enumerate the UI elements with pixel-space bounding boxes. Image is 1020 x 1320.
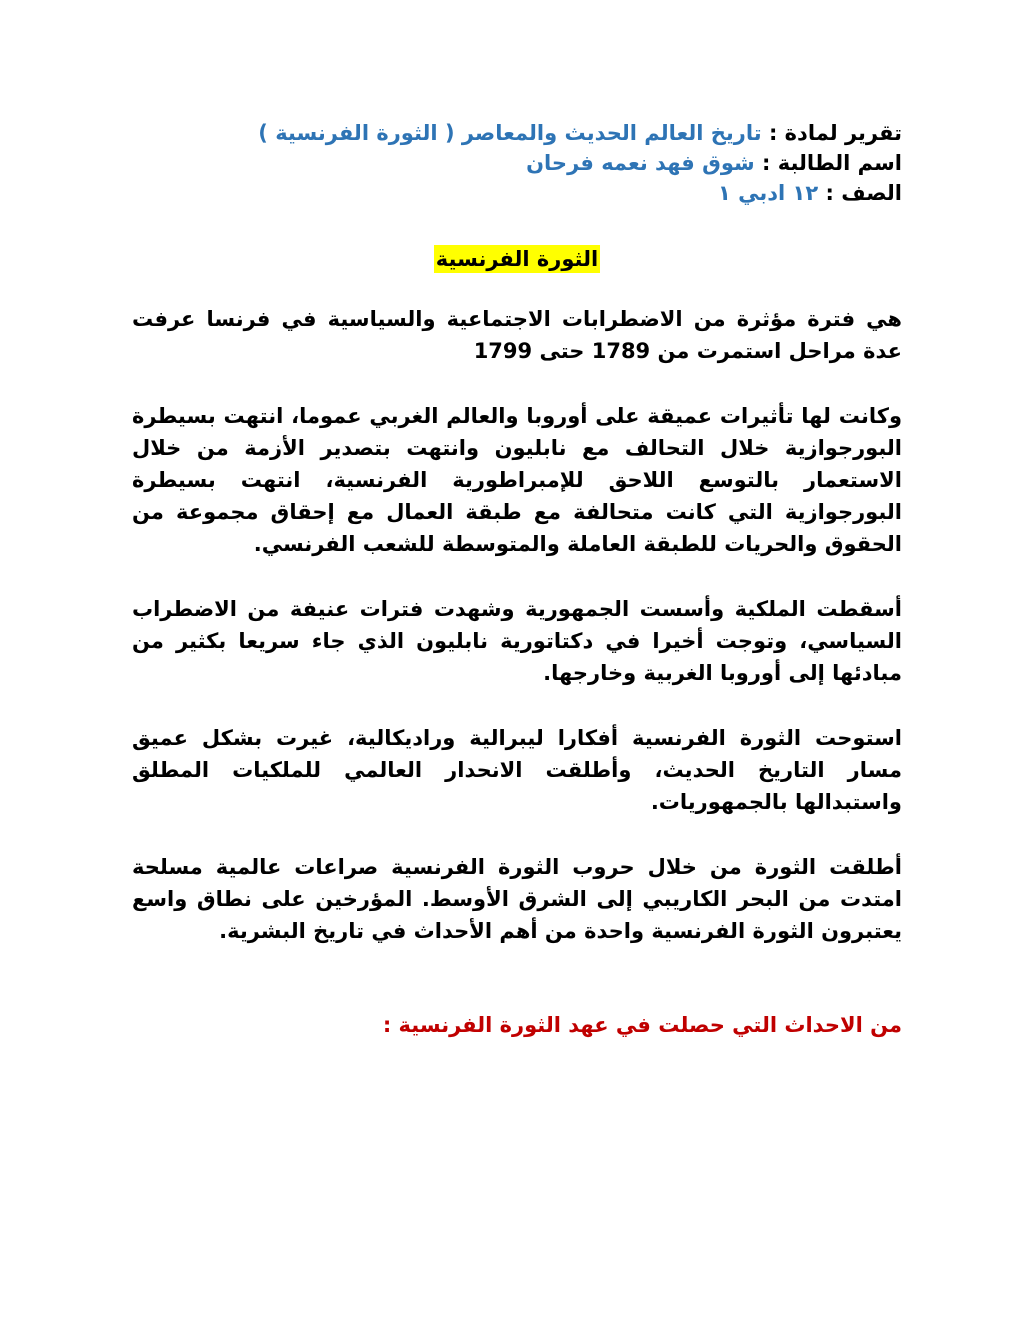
subject-value: تاريخ العالم الحديث والمعاصر ( الثورة الفرنسية ) [258,121,762,145]
paragraph-wars: أطلقت الثورة من خلال حروب الثورة الفرنسية صراعات عالمية مسلحة امتدت من البحر الكاريبي إلى الشرق الأوسط. المؤرخين على نطاق واسع يعتبرون الثورة الفرنسية واحدة من أهم الأحداث في تاريخ البشرية. [132,855,902,943]
subject-label: تقرير لمادة : [768,121,902,145]
paragraph-effects: وكانت لها تأثيرات عميقة على أوروبا والعالم الغربي عموما، انتهت بسيطرة البورجوازية خلال التحالف مع نابليون وانتهت بتصدير الأزمة من خلال الاستعمار بالتوسع اللاحق للإمبراطورية الفرنسية، انتهت بسيطرة البورجوازية التي كانت متحالفة مع طبقة العمال مع إحقاق مجموعة من الحقوق والحريات للطبقة العاملة والمتوسطة للشعب الفرنسي. [132,404,902,556]
events-heading: من الاحداث التي حصلت في عهد الثورة الفرنسية : [382,1013,902,1037]
subject-line [132,118,902,148]
student-name: شوق فهد نعمه فرحان [526,151,755,175]
paragraph-ideas: استوحت الثورة الفرنسية أفكارا ليبرالية وراديكالية، غيرت بشكل عميق مسار التاريخ الحديث، وأطلقت الانحدار العالمي للملكيات المطلق واستبدالها بالجمهوريات. [132,726,902,814]
paragraph-definition: هي فترة مؤثرة من الاضطرابات الاجتماعية والسياسية في فرنسا عرفت عدة مراحل استمرت من 1789 حتى 1799 [132,307,902,363]
title-wrapper [132,245,902,273]
class-value: ١٢ ادبي ١ [717,181,819,205]
document-title: الثورة الفرنسية [435,247,599,271]
student-line [132,148,902,178]
class-line [132,178,902,208]
class-label: الصف : [825,181,902,205]
paragraph-monarchy: أسقطت الملكية وأسست الجمهورية وشهدت فترات عنيفة من الاضطراب السياسي، وتوجت أخيرا في دكتاتورية نابليون الذي جاء سريعا بكثير من مبادئها إلى أوروبا الغربية وخارجها. [132,597,902,685]
document-content [132,118,902,1041]
student-label: اسم الطالبة : [762,151,902,175]
